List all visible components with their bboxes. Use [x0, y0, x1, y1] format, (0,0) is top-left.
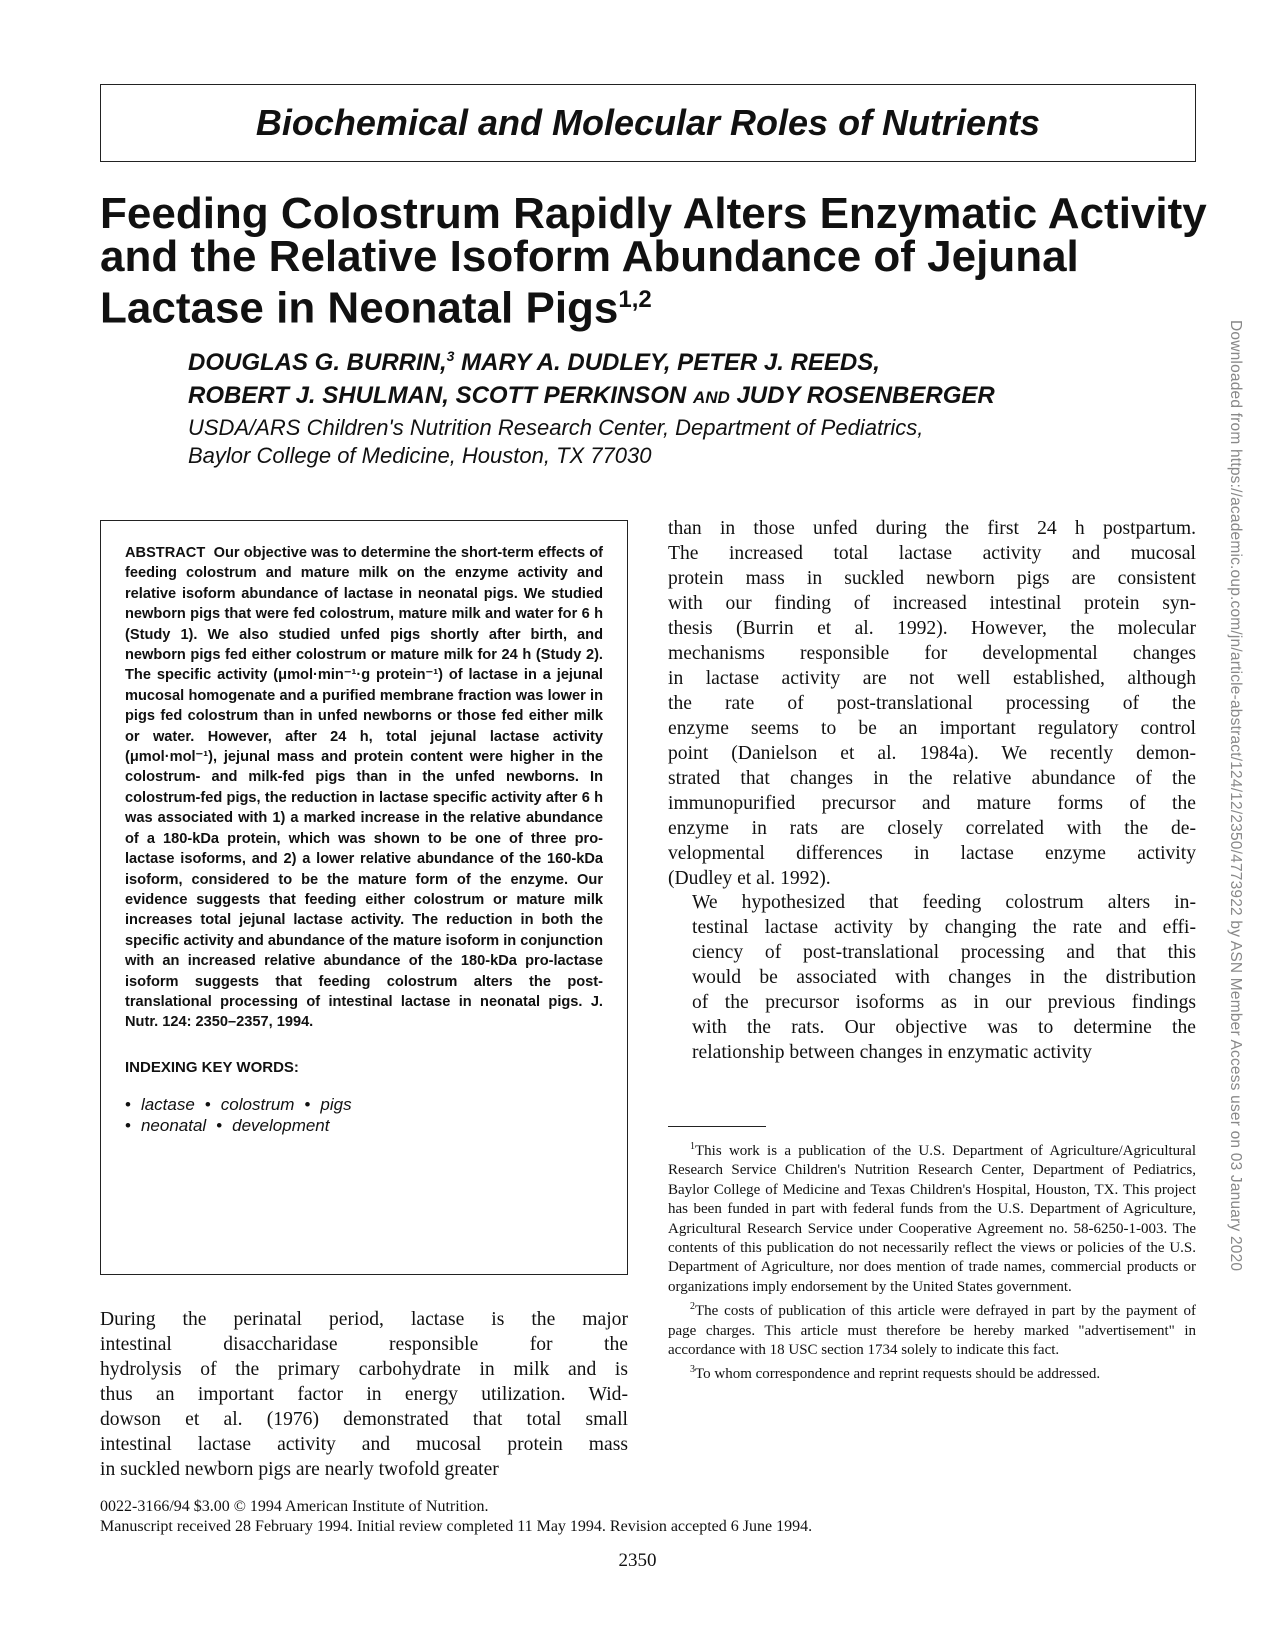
download-notice-text: Downloaded from https://academic.oup.com/jn/article-abstract/124/12/2350/4773922 by ASN Member Access user on 03 January 2020 [1227, 320, 1244, 1272]
keyword: development [232, 1115, 330, 1135]
bullet-icon: • [125, 1094, 131, 1114]
bullet-icon: • [304, 1094, 311, 1114]
abstract-label: ABSTRACT [125, 545, 206, 561]
author-footnote-mark: 3 [446, 348, 455, 364]
text-line: enzyme in rats are closely correlated with the de- [668, 818, 1196, 839]
text-line: hydrolysis of the primary carbohydrate in milk and is [100, 1359, 628, 1380]
section-heading-box [100, 84, 1196, 162]
text-line: strated that changes in the relative abundance of the [668, 768, 1196, 789]
text-line: point (Danielson et al. 1984a). We recently demon- [668, 743, 1196, 764]
text-line: with our finding of increased intestinal protein syn- [668, 593, 1196, 614]
text-line: relationship between changes in enzymatic activity [692, 1042, 1092, 1063]
text-line: thus an important factor in energy utilization. Wid- [100, 1384, 628, 1405]
abstract-box [100, 520, 628, 1275]
title-line: Feeding Colostrum Rapidly Alters Enzymatic Activity [100, 189, 1207, 238]
footnote [668, 1137, 1196, 1297]
author-line [188, 340, 1128, 379]
text-line: immunopurified precursor and mature forms of the [668, 793, 1196, 814]
text-line: velopmental differences in lactase enzyme activity [668, 843, 1196, 864]
text-line: thesis (Burrin et al. 1992). However, the molecular [668, 618, 1196, 639]
footnote-text: This work is a publication of the U.S. Department of Agriculture/Agricultural Research Service Children's Nutrition Research Center, Department of Pediatrics, Baylor College of Medicine and Texas Children's Hospital, Houston, TX. This project has been funded in part with federal funds from the U.S. Department of Agriculture, Agricultural Research Service under Cooperative Agreement no. 58-6250-1-003. The contents of this publication do not necessarily reflect the views or policies of the U.S. Department of Agriculture, nor does mention of trade names, commercial products or organizations imply endorsement by the United States government. [668, 1143, 1196, 1295]
affiliation-line: Baylor College of Medicine, Houston, TX 77030 [188, 443, 652, 468]
author-text: JUDY ROSENBERGER [729, 382, 995, 409]
bullet-icon: • [216, 1115, 223, 1135]
footnote [668, 1297, 1196, 1360]
section-heading: Biochemical and Molecular Roles of Nutrients [255, 102, 1041, 143]
title-line [100, 278, 1220, 333]
manuscript-dates: Manuscript received 28 February 1994. Initial review completed 11 May 1994. Revision accepted 6 June 1994. [100, 1518, 813, 1535]
keyword: pigs [320, 1094, 352, 1114]
text-line: enzyme seems to be an important regulatory control [668, 718, 1196, 739]
keywords-row [125, 1094, 603, 1115]
author-list [188, 340, 1128, 414]
text-line: protein mass in suckled newborn pigs are consistent [668, 568, 1196, 589]
footnote-rule [668, 1126, 766, 1127]
keywords-heading: INDEXING KEY WORDS: [125, 1058, 299, 1076]
copyright-line: 0022-3166/94 $3.00 © 1994 American Institute of Nutrition. [100, 1498, 489, 1515]
footnote-mark: 3 [690, 1364, 695, 1376]
text-line: than in those unfed during the first 24 h postpartum. [668, 518, 1196, 539]
affiliation-line: USDA/ARS Children's Nutrition Research Center, Department of Pediatrics, [188, 415, 924, 440]
bullet-icon: • [204, 1094, 211, 1114]
affiliation [188, 414, 1148, 470]
text-line: (Dudley et al. 1992). [668, 868, 831, 889]
text-line: with the rats. Our objective was to determine the [692, 1017, 1196, 1038]
keyword: lactase [140, 1094, 195, 1114]
abstract [125, 543, 603, 1033]
text-line: of the precursor isoforms as in our previous findings [692, 992, 1196, 1013]
keyword: colostrum [220, 1094, 295, 1114]
text-line: We hypothesized that feeding colostrum alters in- [692, 892, 1196, 913]
footnote-mark: 2 [690, 1301, 695, 1313]
text-line: ciency of post-translational processing and that this [692, 942, 1196, 963]
keywords-list [125, 1094, 603, 1136]
author-text: MARY A. DUDLEY, PETER J. REEDS, [454, 349, 880, 376]
text-line: During the perinatal period, lactase is the major [100, 1309, 628, 1330]
bullet-icon: • [125, 1115, 131, 1135]
page-number: 2350 [618, 1550, 657, 1571]
footnote-text: To whom correspondence and reprint requests should be addressed. [695, 1366, 1101, 1383]
title-footnote-marks: 1,2 [618, 286, 652, 313]
text-line: the rate of post-translational processing of the [668, 693, 1196, 714]
keyword: neonatal [140, 1115, 207, 1135]
footnote [668, 1360, 1196, 1384]
keywords-row [125, 1115, 603, 1136]
text-line: would be associated with changes in the distribution [692, 967, 1196, 988]
abstract-text: Our objective was to determine the short-term effects of feeding colostrum and mature milk on the enzyme activity and relative isoform abundance of lactase in neonatal pigs. We studied newborn pigs that were fed colostrum, mature milk and water for 6 h (Study 1). We also studied unfed pigs shortly after birth, and newborn pigs fed either colostrum or mature milk for 24 h (Study 2). The specific activity (μmol·min⁻¹·g protein⁻¹) of lactase in a jejunal mucosal homogenate and a purified membrane fraction was lower in pigs fed colostrum than in unfed newborns or those fed either milk or water. However, after 24 h, total jejunal lactase activity (μmol·mol⁻¹), jejunal mass and protein content were higher in the colostrum- and milk-fed pigs than in the unfed newborns. In colostrum-fed pigs, the reduction in lactase specific activity after 6 h was associated with 1) a marked increase in the relative abundance of a 180-kDa protein, which was shown to be one of three pro-lactase isoforms, and 2) a lower relative abundance of the 160-kDa isoform, considered to be the mature form of the enzyme. Our evidence suggests that feeding either colostrum or mature milk increases total jejunal lactase activity. The reduction in both the specific activity and abundance of the mature isoform in conjunction with an increased relative abundance of the 180-kDa pro-lactase isoform suggests that feeding colostrum alters the post-translational processing of intestinal lactase in neonatal pigs. J. Nutr. 124: 2350–2357, 1994. [125, 545, 604, 1031]
footnote-mark: 1 [690, 1141, 695, 1152]
text-line: dowson et al. (1976) demonstrated that total small [100, 1409, 628, 1430]
text-line: in suckled newborn pigs are nearly twofold greater [100, 1459, 499, 1480]
author-text: ROBERT J. SHULMAN, SCOTT PERKINSON [188, 382, 693, 409]
text-line: in lactase activity are not well established, although [668, 668, 1196, 689]
title-line-text: Lactase in Neonatal Pigs [100, 283, 619, 333]
text-line: intestinal lactase activity and mucosal protein mass [100, 1434, 628, 1455]
author-line [188, 379, 1128, 414]
body-paragraph-hypothesis [668, 890, 1196, 1065]
download-notice [1222, 320, 1244, 1280]
article-title [100, 189, 1220, 333]
body-paragraph-continued [668, 516, 1196, 891]
text-line: intestinal disaccharidase responsible for the [100, 1334, 628, 1355]
text-line: testinal lactase activity by changing the rate and effi- [692, 917, 1196, 938]
title-line: and the Relative Isoform Abundance of Jejunal [100, 232, 1079, 281]
text-line: The increased total lactase activity and mucosal [668, 543, 1196, 564]
body-paragraph-intro [100, 1307, 628, 1482]
author-text: DOUGLAS G. BURRIN, [188, 349, 447, 376]
footnotes [668, 1137, 1196, 1385]
text-line: mechanisms responsible for developmental changes [668, 643, 1196, 664]
footnote-text: The costs of publication of this article were defrayed in part by the payment of page charges. This article must therefore be hereby marked "advertisement" in accordance with 18 USC section 1734 solely to indicate this fact. [668, 1303, 1196, 1359]
author-and: AND [692, 388, 730, 407]
publication-info [100, 1497, 1100, 1537]
